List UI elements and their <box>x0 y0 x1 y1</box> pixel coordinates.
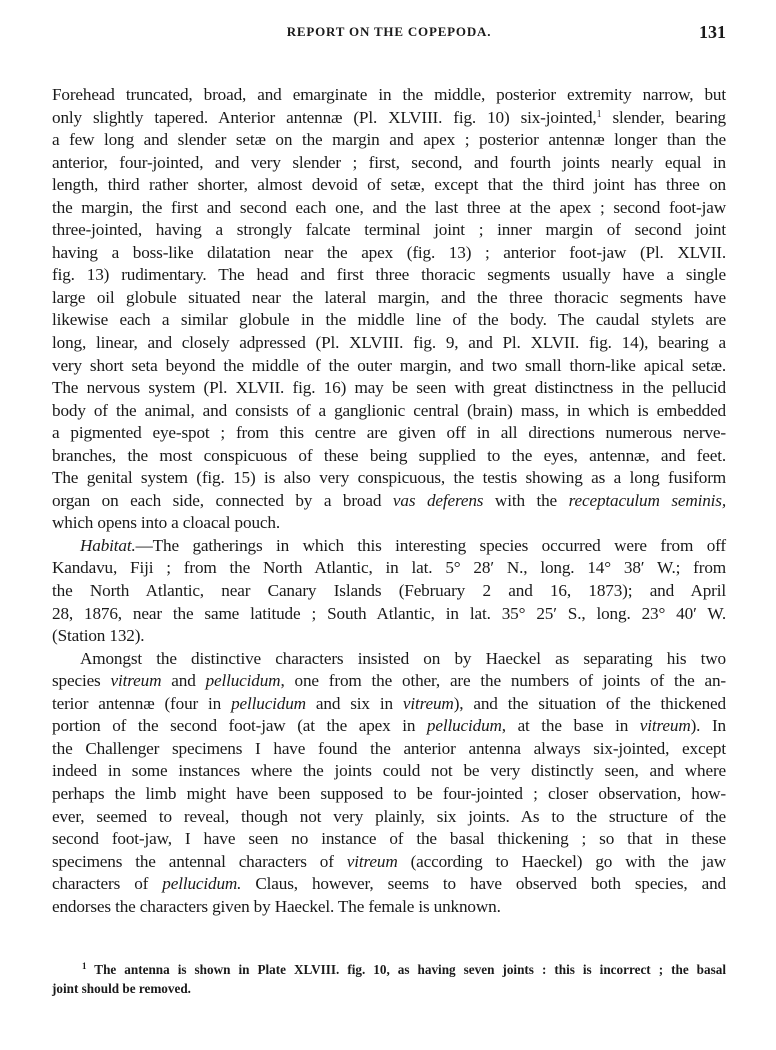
text-line: Habitat.—The gatherings in which this interesting species occurred were from off <box>80 535 726 555</box>
italic-term: vitreum <box>639 716 691 736</box>
text-line: having a boss-like dilatation near the apex (fig. 13) ; anterior foot-jaw (Pl. XLVII. <box>52 242 726 262</box>
text-line: long, linear, and closely adpressed (Pl. XLVIII. fig. 9, and Pl. XLVII. fig. 14), bearing a <box>52 333 726 353</box>
text-line: length, third rather shorter, almost devoid of setæ, except that the third joint has three on <box>52 175 726 195</box>
text-line: species vitreum and pellucidum, one from the other, are the numbers of joints of the an- <box>52 671 726 691</box>
text-line: likewise each a similar globule in the middle line of the body. The caudal stylets are <box>52 310 726 330</box>
text-line: three-jointed, having a strongly falcate terminal joint ; inner margin of second joint <box>52 220 726 240</box>
text-line: body of the animal, and consists of a ganglionic central (brain) mass, in which is embedded <box>52 400 726 420</box>
text-line: specimens the antennal characters of vitreum (according to Haeckel) go with the jaw <box>52 851 726 871</box>
text-line: the North Atlantic, near Canary Islands (February 2 and 16, 1873); and April <box>52 581 726 601</box>
footnote-line: $^1$ The antenna is shown in Plate XLVIII. fig. 10, as having seven joints : this is incorrect ; the basal <box>82 961 726 977</box>
body-text <box>52 84 726 918</box>
footnote-line: joint should be removed. <box>52 981 191 996</box>
text-line: (Station 132). <box>52 626 145 646</box>
text-line: The genital system (fig. 15) is also very conspicuous, the testis showing as a long fusiform <box>52 468 726 488</box>
italic-term: vitreum <box>110 671 162 691</box>
italic-term: pellucidum <box>231 693 306 713</box>
italic-term: pellucidum <box>205 671 281 691</box>
text-line: anterior, four-jointed, and very slender ; first, second, and fourth joints nearly equal in <box>52 152 726 172</box>
italic-term: vitreum <box>402 693 454 713</box>
paragraph-discussion <box>52 648 726 919</box>
footnote-marker: 1 <box>82 961 87 971</box>
text-line: Forehead truncated, broad, and emarginate in the middle, posterior extremity narrow, but <box>52 85 726 104</box>
italic-term: vitreum <box>346 851 398 871</box>
italic-term: Habitat. <box>80 535 136 555</box>
text-line: branches, the most conspicuous of these being supplied to the eyes, antennæ, and feet. <box>52 445 726 465</box>
text-line: The nervous system (Pl. XLVII. fig. 16) may be seen with great distinctness in the pellucid <box>52 378 726 398</box>
text-line: organ on each side, connected by a broad vas deferens with the receptaculum seminis, <box>52 490 726 510</box>
text-line: large oil globule situated near the lateral margin, and the three thoracic segments have <box>52 287 726 307</box>
text-line: a pigmented eye-spot ; from this centre are given off in all directions numerous nerve- <box>52 423 726 443</box>
text-line: terior antennæ (four in pellucidum and six in vitreum), and the situation of the thickened <box>52 693 726 713</box>
text-line: the margin, the first and second each one, and the last three at the apex ; second foot-jaw <box>52 197 726 217</box>
paragraph-habitat <box>52 535 726 648</box>
text-line: fig. 13) rudimentary. The head and first three thoracic segments usually have a single <box>52 265 726 285</box>
text-line: second foot-jaw, I have seen no instance of the basal thickening ; so that in these <box>52 829 726 849</box>
text-line: ever, seemed to reveal, though not very plainly, six joints. As to the structure of the <box>52 806 726 826</box>
text-line: only slightly tapered. Anterior antennæ (Pl. XLVIII. fig. 10) six-jointed,$^1$ slender, bearing <box>52 107 726 127</box>
text-line: which opens into a cloacal pouch. <box>52 513 280 533</box>
italic-term: pellucidum <box>426 716 502 736</box>
text-line: 28, 1876, near the same latitude ; South Atlantic, in lat. 35° 25′ S., long. 23° 40′ W. <box>52 603 726 623</box>
text-line: Amongst the distinctive characters insisted on by Haeckel as separating his two <box>80 648 726 668</box>
text-line: portion of the second foot-jaw (at the apex in pellucidum, at the base in vitreum). In <box>52 716 726 736</box>
italic-term: pellucidum. <box>162 874 242 894</box>
italic-term: vas deferens <box>392 490 484 510</box>
running-title: REPORT ON THE COPEPODA. <box>286 24 492 39</box>
text-line: indeed in some instances where the joints could not be very distinctly seen, and where <box>52 761 726 781</box>
text-line: endorses the characters given by Haeckel. The female is unknown. <box>52 896 501 916</box>
text-line: Kandavu, Fiji ; from the North Atlantic, in lat. 5° 28′ N., long. 14° 38′ W.; from <box>52 558 726 578</box>
text-line: very short seta beyond the middle of the outer margin, and two small thorn-like apical setæ. <box>52 355 726 375</box>
footnote-reference: 1 <box>596 108 602 120</box>
text-line: characters of pellucidum. Claus, however, seems to have observed both species, and <box>52 874 726 894</box>
paragraph-description <box>52 84 726 535</box>
footnote <box>52 960 726 998</box>
running-head <box>52 22 726 44</box>
text-line: a few long and slender setæ on the margin and apex ; posterior antennæ longer than the <box>52 130 726 150</box>
text-line: perhaps the limb might have been supposed to be four-jointed ; closer observation, how- <box>52 783 726 803</box>
text-line: the Challenger specimens I have found the anterior antenna always six-jointed, except <box>52 738 726 758</box>
page-number: 131 <box>699 22 726 42</box>
italic-term: receptaculum seminis, <box>568 490 726 510</box>
